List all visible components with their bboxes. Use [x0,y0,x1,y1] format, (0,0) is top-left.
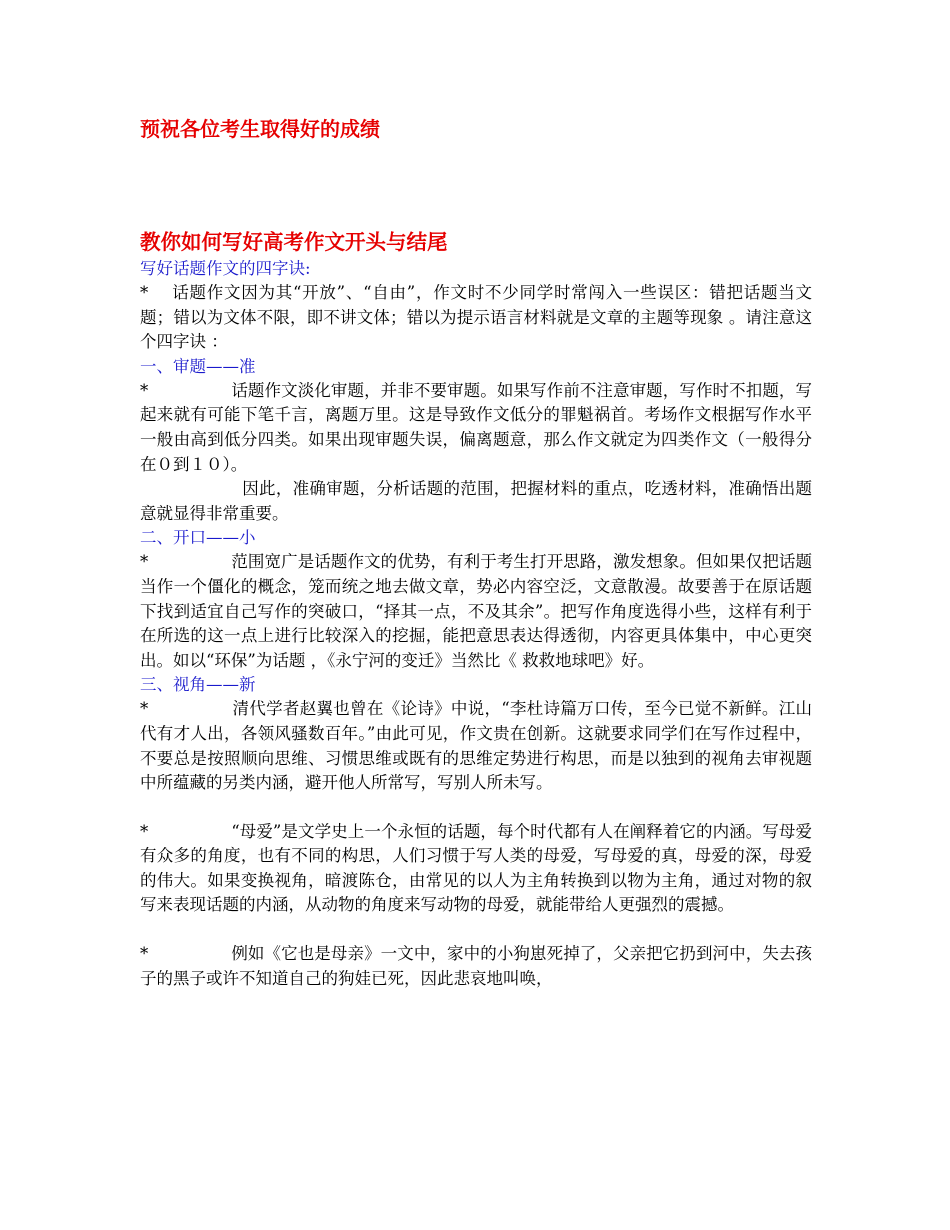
section-heading-shijiao: 三、视角——新 [140,675,256,695]
section-heading-kaikou: 二、开口——小 [140,528,256,548]
blessing-text: 预祝各位考生取得好的成绩 [140,117,380,141]
section-paragraph: * 例如《它也是母亲》一文中，家中的小狗崽死掉了，父亲把它扔到河中，失去孩子的黑子或许不知道自己的狗娃已死，因此悲哀地叫唤， [140,944,812,988]
section-paragraph: * 清代学者赵翼也曾在《论诗》中说，“李杜诗篇万口传，至今已觉不新鲜。江山代有才人出，各领风骚数百年。”由此可见，作文贵在创新。这就要求同学们在写作过程中，不要总是按照顺向思维、习惯思维或既有的思维定势进行构思，而是以独到的视角去审视题中所蕴藏的另类内涵，避开他人所常写，写别人所未写。 [140,699,812,793]
article-title: 教你如何写好高考作文开头与结尾 [140,230,448,254]
section-paragraph: * “母爱”是文学史上一个永恒的话题，每个时代都有人在阐释着它的内涵。写母爱有众多的角度，也有不同的构思，人们习惯于写人类的母爱，写母爱的真，母爱的深，母爱的伟大。如果变换视角，暗渡陈仓，由常见的以人为主角转换到以物为主角，通过对物的叙写来表现话题的内涵，从动物的角度来写动物的母爱，就能带给人更强烈的震撼。 [140,821,812,915]
section-paragraph: * 范围宽广是话题作文的优势，有利于考生打开思路，激发想象。但如果仅把话题当作一个僵化的概念，笼而统之地去做文章，势必内容空泛，文意散漫。故要善于在原话题下找到适宜自己写作的突破口，“择其一点，不及其余”。把写作角度选得小些，这样有利于在所选的这一点上进行比较深入的挖掘，能把意思表达得透彻，内容更具体集中，中心更突出。如以“环保”为话题 ，《永宁河的变迁》当然比《 救救地球吧》好。 [140,552,812,670]
paragraph-spacer [140,796,812,820]
section-paragraph: * 话题作文淡化审题，并非不要审题。如果写作前不注意审题，写作时不扣题，写起来就有可能下笔千言，离题万里。这是导致作文低分的罪魁祸首。考场作文根据写作水平一般由高到低分四类。如果出现审题失误，偏离题意，那么作文就定为四类作文（一般得分在０到１０）。 [140,380,812,474]
section-paragraph: 因此，准确审题，分析话题的范围，把握材料的重点，吃透材料，准确悟出题意就显得非常重要。 [140,479,812,523]
paragraph-spacer [140,918,812,942]
article-body [140,227,812,991]
intro-paragraph: * 话题作文因为其“开放”、“自由”，作文时不少同学时常闯入一些误区：错把话题当文题；错以为文体不限，即不讲文体；错以为提示语言材料就是文章的主题等现象 。请注意这个四字诀 ： [140,283,812,352]
section-heading-shenti: 一、审题——准 [140,356,256,376]
article-subtitle: 写好话题作文的四字诀: [140,259,311,278]
